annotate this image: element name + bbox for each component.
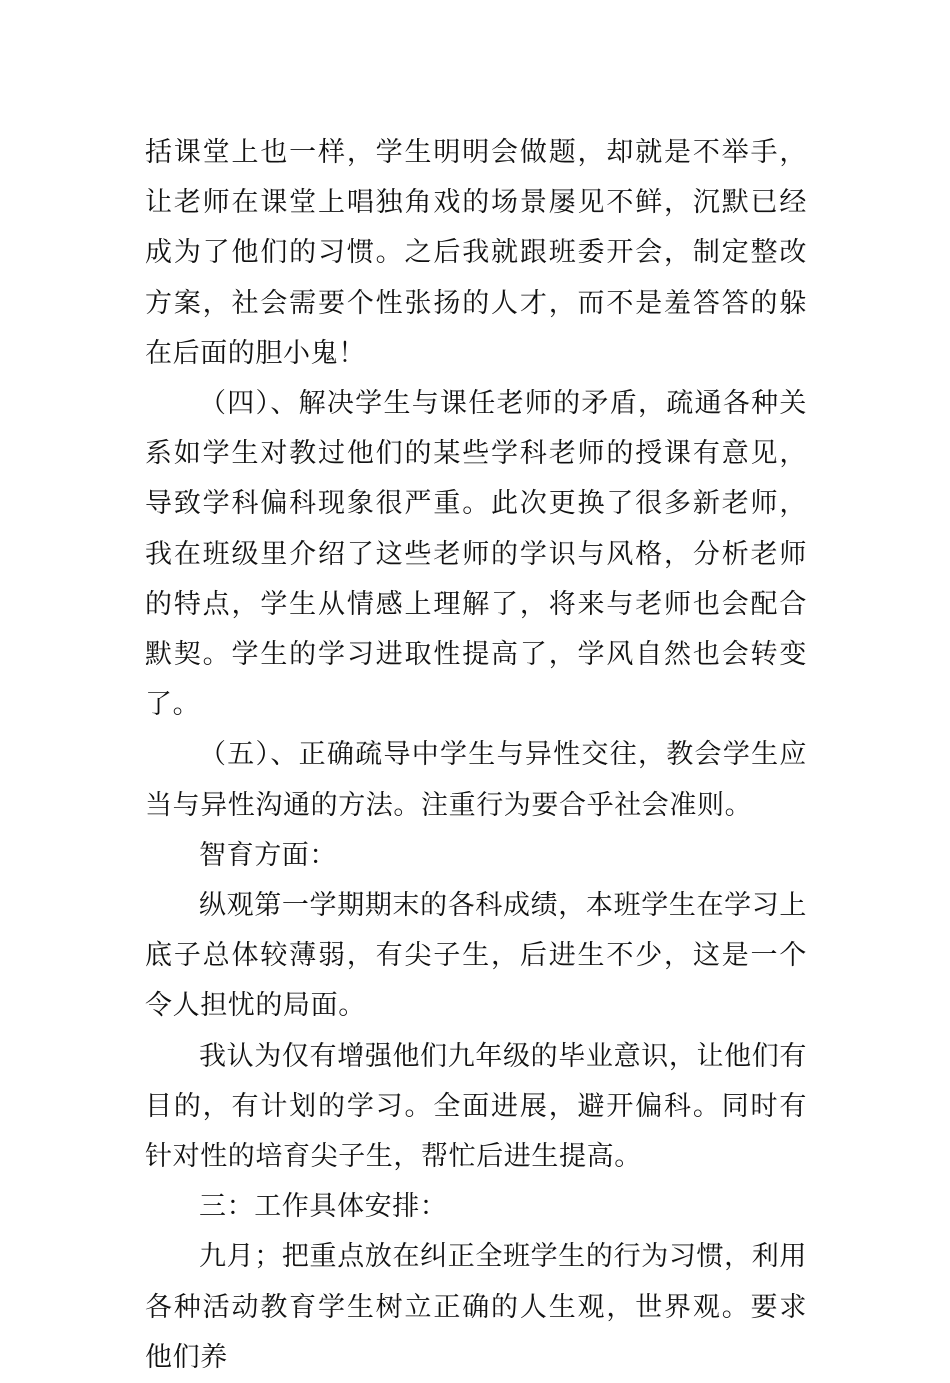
document-body [145,128,807,1383]
paragraph-section-four: （四）、解决学生与课任老师的矛盾，疏通各种关系如学生对教过他们的某些学科老师的授课有意见，导致学科偏科现象很严重。此次更换了很多新老师，我在班级里介绍了这些老师的学识与风格，分析老师的特点，学生从情感上理解了，将来与老师也会配合默契。学生的学习进取性提高了，学风自然也会转变了。 [145,388,807,721]
heading-work-arrangement: 三：工作具体安排： [199,1191,448,1223]
heading-intellectual-education: 智育方面： [199,839,337,871]
paragraph-continuation: 括课堂上也一样，学生明明会做题，却就是不举手，让老师在课堂上唱独角戏的场景屡见不鲜，沉默已经成为了他们的习惯。之后我就跟班委开会，制定整改方案，社会需要个性张扬的人才，而不是羞答答的躲在后面的胆小鬼！ [145,137,807,369]
paragraph-graduation-awareness: 我认为仅有增强他们九年级的毕业意识，让他们有目的，有计划的学习。全面进展，避开偏科。同时有针对性的培育尖子生，帮忙后进生提高。 [145,1040,807,1173]
paragraph-grades-overview: 纵观第一学期期末的各科成绩，本班学生在学习上底子总体较薄弱，有尖子生，后进生不少，这是一个令人担忧的局面。 [145,890,807,1022]
paragraph-section-five: （五）、正确疏导中学生与异性交往，教会学生应当与异性沟通的方法。注重行为要合乎社会准则。 [145,739,807,821]
paragraph-september-plan: 九月；把重点放在纠正全班学生的行为习惯，利用各种活动教育学生树立正确的人生观，世界观。要求他们养 [145,1241,807,1373]
